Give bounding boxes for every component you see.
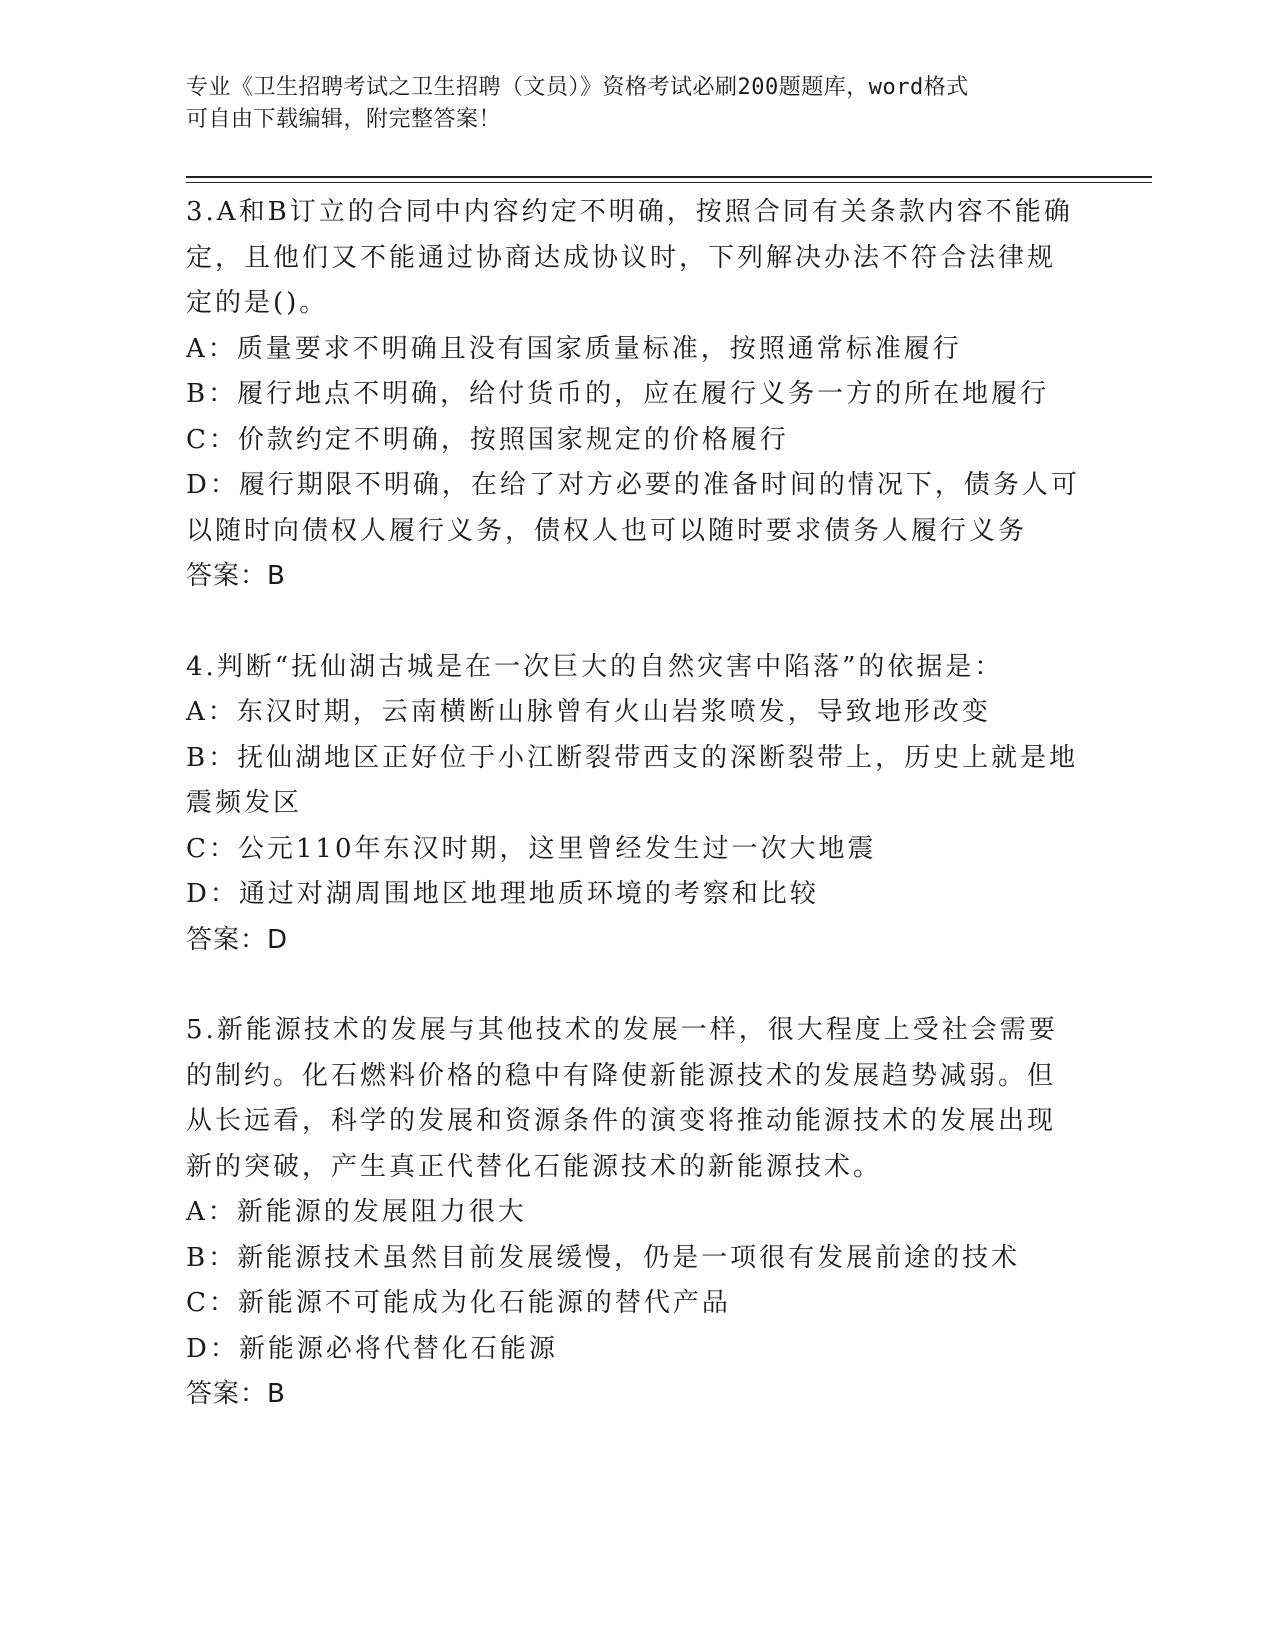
- question-5: [186, 1008, 1086, 1418]
- option-line: A：新能源的发展阻力很大: [186, 1197, 527, 1227]
- answer-label: 答案：B: [186, 1379, 286, 1409]
- option-d: [186, 872, 1086, 918]
- option-d: [186, 1327, 1086, 1373]
- option-a: [186, 690, 1086, 736]
- option-a: [186, 1190, 1086, 1236]
- question-stem: [186, 1008, 1086, 1190]
- answer-label: 答案：D: [186, 924, 289, 955]
- stem-line: 从长远看，科学的发展和资源条件的演变将推动能源技术的发展出现: [186, 1106, 1057, 1136]
- option-line: C：新能源不可能成为化石能源的替代产品: [186, 1288, 731, 1318]
- header-divider: [186, 176, 1152, 178]
- stem-line: 新的突破，产生真正代替化石能源技术的新能源技术。: [186, 1151, 883, 1182]
- header-line: 专业《卫生招聘考试之卫生招聘（文员）》资格考试必刷200题题库，word格式: [186, 75, 969, 100]
- option-line: C：价款约定不明确，按照国家规定的价格履行: [186, 424, 789, 455]
- option-line: 震频发区: [186, 788, 303, 818]
- option-c: [186, 418, 1086, 464]
- stem-line: 定的是()。: [186, 288, 329, 318]
- question-list: [186, 190, 1086, 1418]
- option-line: A：东汉时期，云南横断山脉曾有火山岩浆喷发，导致地形改变: [186, 697, 991, 727]
- question-4: [186, 645, 1086, 964]
- question-stem: [186, 190, 1086, 327]
- page-header: [186, 72, 1066, 136]
- question-spacer: [186, 600, 1086, 645]
- stem-line: 4.判断“抚仙湖古城是在一次巨大的自然灾害中陷落”的依据是：: [186, 651, 1004, 682]
- option-c: [186, 827, 1086, 873]
- option-line: D：通过对湖周围地区地理地质环境的考察和比较: [186, 879, 819, 909]
- question-spacer: [186, 963, 1086, 1008]
- option-line: D：履行期限不明确，在给了对方必要的准备时间的情况下，债务人可: [186, 470, 1080, 500]
- option-d: [186, 463, 1086, 554]
- option-line: 以随时向债权人履行义务，债权人也可以随时要求债务人履行义务: [186, 515, 1028, 546]
- question-stem: [186, 645, 1086, 691]
- option-line: B：履行地点不明确，给付货币的，应在履行义务一方的所在地履行: [186, 379, 1050, 409]
- option-line: B：抚仙湖地区正好位于小江断裂带西支的深断裂带上，历史上就是地: [186, 742, 1079, 773]
- stem-line: 定，且他们又不能通过协商达成协议时，下列解决办法不符合法律规: [186, 242, 1057, 273]
- option-b: [186, 736, 1086, 827]
- option-line: C：公元110年东汉时期，这里曾经发生过一次大地震: [186, 833, 877, 864]
- stem-line: 5.新能源技术的发展与其他技术的发展一样，很大程度上受社会需要: [186, 1015, 1058, 1045]
- stem-line: 3.A和B订立的合同中内容约定不明确，按照合同有关条款内容不能确: [186, 197, 1073, 227]
- option-b: [186, 372, 1086, 418]
- stem-line: 的制约。化石燃料价格的稳中有降使新能源技术的发展趋势减弱。但: [186, 1060, 1057, 1091]
- header-line: 可自由下载编辑，附完整答案！: [186, 107, 502, 132]
- option-a: [186, 327, 1086, 373]
- question-3: [186, 190, 1086, 600]
- option-line: D：新能源必将代替化石能源: [186, 1333, 558, 1364]
- option-line: B：新能源技术虽然目前发展缓慢，仍是一项很有发展前途的技术: [186, 1242, 1021, 1273]
- header-divider-thin: [186, 182, 1152, 183]
- option-line: A：质量要求不明确且没有国家质量标准，按照通常标准履行: [186, 333, 962, 364]
- option-c: [186, 1281, 1086, 1327]
- answer-label: 答案：B: [186, 561, 286, 591]
- option-b: [186, 1236, 1086, 1282]
